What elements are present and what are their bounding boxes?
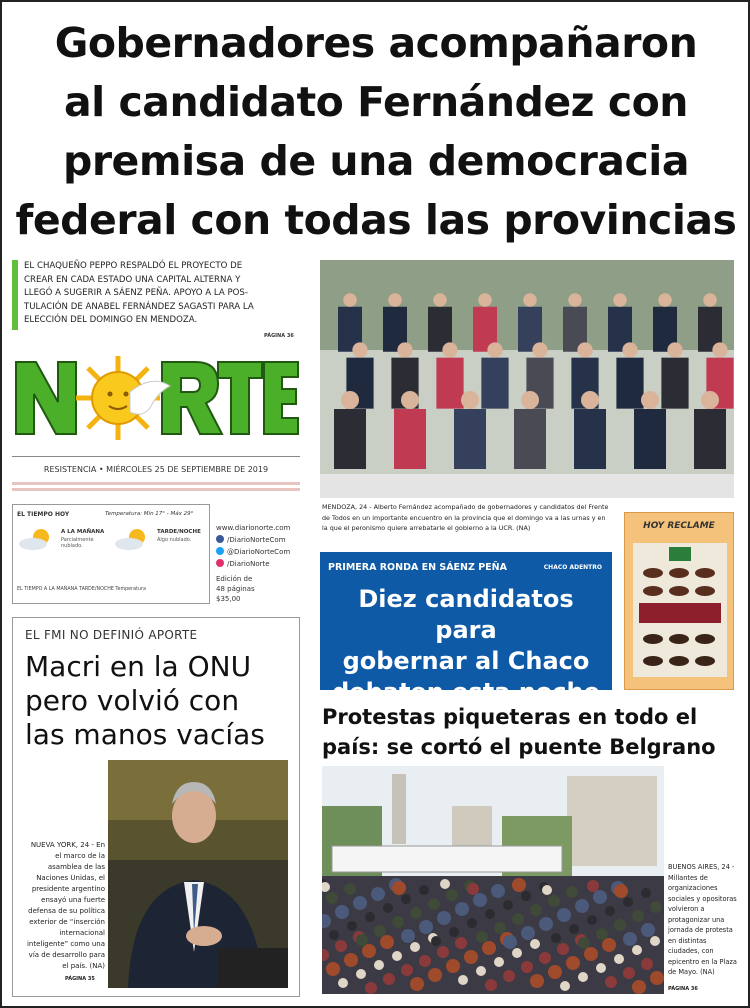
story-kicker: PRIMERA RONDA EN SÁENZ PEÑA xyxy=(328,562,507,573)
kicker-line: ELECCIÓN DEL DOMINGO EN MENDOZA. xyxy=(24,315,198,326)
headline-line: Gobernadores acompañaron xyxy=(54,19,698,67)
group-photo-caption: MENDOZA, 24 - Alberto Fernández acompañado de gobernadores y candidatos del Frente de Todos en un importante encuentro en la provincia que el domingo va a las urnas y en la que el peronismo quiere arrebatarle el gobierno a la UCR. (NA) xyxy=(322,503,609,532)
weather-title: EL TIEMPO HOY xyxy=(17,511,70,518)
kicker-line: EL CHAQUEÑO PEPPO RESPALDÓ EL PROYECTO DE xyxy=(24,261,243,271)
story-caption: NUEVA YORK, 24 - En el marco de la asamblea de las Naciones Unidas, el presidente argentino ensayó una fuerte defensa de su política exterior de “inserción internacional inteligente” como una vía de desarrollo para el país. (NA) xyxy=(26,841,105,970)
kicker-page-ref: PÁGINA 36 xyxy=(264,333,294,339)
headline-line: al candidato Fernández con xyxy=(64,78,688,126)
protest-headline[interactable]: Protestas piqueteras en todo el país: se cortó el puente Belgrano xyxy=(322,705,716,759)
story-title: Macri en la ONU pero volvió con las manos vacías xyxy=(25,650,265,751)
website-link[interactable]: www.diarionorte.com xyxy=(216,524,291,532)
kicker-line: CREAR EN CADA ESTADO UNA CAPITAL ALTERNA Y xyxy=(24,274,241,285)
twitter-icon xyxy=(216,547,224,555)
macri-story[interactable] xyxy=(12,617,300,997)
page-ref: PÁGINA 35 xyxy=(65,976,95,982)
morning-desc: Parcialmente nublado. xyxy=(61,537,94,549)
main-headline[interactable] xyxy=(12,14,740,250)
edition-info: Edición de 48 páginas $35,00 xyxy=(216,574,306,604)
kicker-line: LLEGÓ A SUGERIR A SÁENZ PEÑA. APOYO A LA POS- xyxy=(24,288,248,299)
protest-photo xyxy=(322,766,664,994)
afternoon-label: TARDE/NOCHE xyxy=(157,529,201,535)
section-tag: CHACO ADENTRO xyxy=(543,564,602,571)
protest-caption: BUENOS AIRES, 24 - Millantes de organizaciones sociales y opositoras volvieron a protagonizar una jornada de protesta en distintas ciudades, con epicentro en la Plaza de Mayo. (NA) xyxy=(668,863,737,976)
contact-info xyxy=(216,522,306,604)
partly-cloudy-icon xyxy=(17,527,55,551)
lead-kicker[interactable] xyxy=(12,260,300,330)
instagram-link[interactable]: /DiarioNorte xyxy=(216,558,306,570)
chaco-story[interactable] xyxy=(320,552,612,706)
ad-title: HOY RECLAME xyxy=(643,521,715,531)
story-title: Diez candidatos para gobernar al Chaco debaten esta noche xyxy=(332,585,600,706)
facebook-link[interactable]: /DiarioNorteCom xyxy=(216,534,306,546)
macri-photo xyxy=(108,760,288,988)
headline-line: premisa de una democracia xyxy=(62,137,689,185)
headline-line: federal con todas las provincias xyxy=(15,196,737,244)
cattle-ad-image xyxy=(633,543,727,677)
afternoon-desc: Algo nublado. xyxy=(157,537,192,543)
story-kicker: EL FMI NO DEFINIÓ APORTE xyxy=(25,628,198,642)
morning-label: A LA MAÑANA xyxy=(61,529,105,535)
norte-logo xyxy=(12,352,300,444)
dateline: RESISTENCIA • MIÉRCOLES 25 DE SEPTIEMBRE DE 2019 xyxy=(12,456,300,490)
twitter-link[interactable]: @DiarioNorteCom xyxy=(216,546,306,558)
governors-group-photo xyxy=(320,260,734,498)
decorative-stripe xyxy=(12,482,300,491)
weather-box xyxy=(12,504,210,604)
cloudy-icon xyxy=(113,527,151,551)
weather-footer: EL TIEMPO A LA MAÑANA TARDE/NOCHE Temperatura xyxy=(17,587,146,592)
instagram-icon xyxy=(216,559,224,567)
facebook-icon xyxy=(216,535,224,543)
weather-temps: Temperatura: Mín 17° - Máx 29° xyxy=(105,511,194,517)
sun-icon xyxy=(76,356,170,440)
reclame-ad[interactable] xyxy=(624,512,734,690)
kicker-line: TULACIÓN DE ANABEL FERNÁNDEZ SAGASTI PARA LA xyxy=(24,301,254,312)
page-ref: PÁGINA 36 xyxy=(668,986,698,992)
price: $35,00 xyxy=(216,595,241,603)
